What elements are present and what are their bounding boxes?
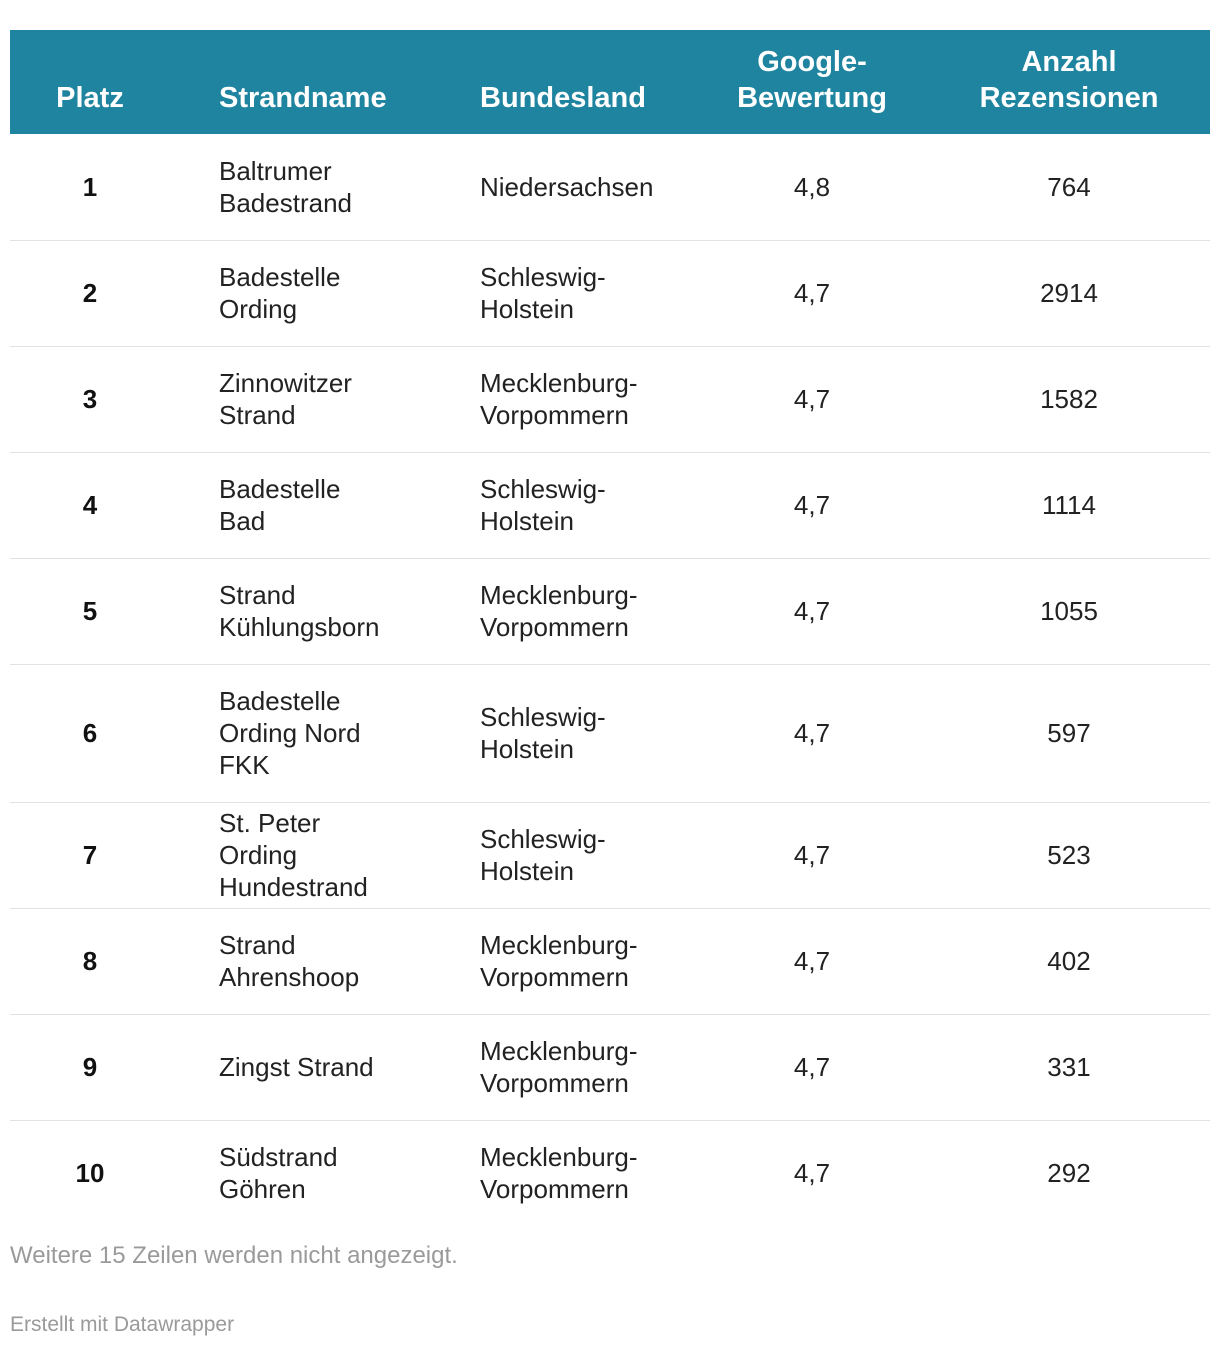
cell-platz: 1: [10, 134, 170, 240]
cell-bundesland: Niedersachsen: [431, 134, 696, 240]
cell-bewertung: 4,8: [696, 134, 928, 240]
cell-bundesland: Schleswig-Holstein: [431, 802, 696, 908]
table-row: [10, 802, 1210, 908]
hidden-rows-note: Weitere 15 Zeilen werden nicht angezeigt.: [10, 1242, 458, 1269]
cell-strandname: St. Peter Ording Hundestrand: [170, 802, 431, 908]
table-row: [10, 558, 1210, 664]
column-header-bundesland[interactable]: Bundesland: [480, 82, 646, 114]
cell-rezensionen: 764: [928, 134, 1210, 240]
column-header-strandname[interactable]: Strandname: [219, 82, 387, 114]
column-header-bewertung-text: Google-Bewertung: [737, 46, 887, 114]
cell-bundesland: Schleswig-Holstein: [431, 664, 696, 802]
cell-rezensionen: 1114: [928, 452, 1210, 558]
cell-platz: 5: [10, 558, 170, 664]
cell-strandname: Badestelle Bad: [170, 452, 431, 558]
table-row: [10, 664, 1210, 802]
header-row: [10, 30, 1210, 134]
datawrapper-credit[interactable]: Erstellt mit Datawrapper: [10, 1313, 235, 1336]
cell-platz: 10: [75, 1158, 105, 1189]
cell-bewertung: 4,7: [696, 452, 928, 558]
cell-platz: 7: [10, 802, 170, 908]
cell-bundesland: Mecklenburg-Vorpommern: [431, 908, 696, 1014]
table-header: [10, 30, 1210, 134]
cell-strandname: Strand Kühlungsborn: [170, 558, 431, 664]
cell-rezensionen: 1582: [928, 346, 1210, 452]
table-row: [10, 134, 1210, 240]
table-body: [10, 134, 1210, 1226]
column-header-rezensionen-text: Anzahl Rezensionen: [979, 46, 1159, 114]
cell-platz: 2: [10, 240, 170, 346]
cell-rezensionen: 292: [1047, 1158, 1091, 1189]
cell-strandname: Südstrand Göhren: [219, 1142, 338, 1205]
column-header-platz[interactable]: Platz: [56, 82, 124, 114]
cell-rezensionen: 1055: [928, 558, 1210, 664]
cell-bewertung: 4,7: [696, 346, 928, 452]
table-row: [10, 346, 1210, 452]
cell-bewertung: 4,7: [696, 240, 928, 346]
cell-strandname: Zingst Strand: [170, 1014, 431, 1120]
cell-strandname: Badestelle Ording Nord FKK: [170, 664, 431, 802]
cell-rezensionen: 523: [928, 802, 1210, 908]
cell-bundesland: Schleswig-Holstein: [431, 452, 696, 558]
table-row: [10, 240, 1210, 346]
cell-strandname: Zinnowitzer Strand: [170, 346, 431, 452]
cell-strandname: Baltrumer Badestrand: [170, 134, 431, 240]
table-row: [10, 1014, 1210, 1120]
cell-rezensionen: 2914: [928, 240, 1210, 346]
table-row: [10, 1120, 1210, 1226]
cell-bewertung: 4,7: [696, 908, 928, 1014]
cell-rezensionen: 331: [928, 1014, 1210, 1120]
cell-strandname: Badestelle Ording: [170, 240, 431, 346]
beach-ranking-table: [10, 30, 1210, 1226]
column-header-rezensionen[interactable]: [928, 30, 1210, 134]
cell-rezensionen: 597: [928, 664, 1210, 802]
cell-bewertung: 4,7: [696, 1014, 928, 1120]
cell-platz: 8: [10, 908, 170, 1014]
table-row: [10, 452, 1210, 558]
cell-platz: 9: [10, 1014, 170, 1120]
cell-bewertung: 4,7: [696, 664, 928, 802]
cell-bundesland: Mecklenburg-Vorpommern: [431, 346, 696, 452]
cell-platz: 4: [10, 452, 170, 558]
cell-strandname: Strand Ahrenshoop: [170, 908, 431, 1014]
column-header-bewertung[interactable]: [696, 30, 928, 134]
cell-platz: 3: [10, 346, 170, 452]
cell-bewertung: 4,7: [696, 802, 928, 908]
cell-bundesland: Mecklenburg-Vorpommern: [431, 1014, 696, 1120]
cell-bewertung: 4,7: [793, 1158, 831, 1189]
table-container: [10, 30, 1210, 1226]
cell-bundesland: Mecklenburg-Vorpommern: [480, 1142, 638, 1205]
cell-bundesland: Schleswig-Holstein: [431, 240, 696, 346]
cell-rezensionen: 402: [928, 908, 1210, 1014]
table-row: [10, 908, 1210, 1014]
cell-platz: 6: [10, 664, 170, 802]
cell-bundesland: Mecklenburg-Vorpommern: [431, 558, 696, 664]
cell-bewertung: 4,7: [696, 558, 928, 664]
